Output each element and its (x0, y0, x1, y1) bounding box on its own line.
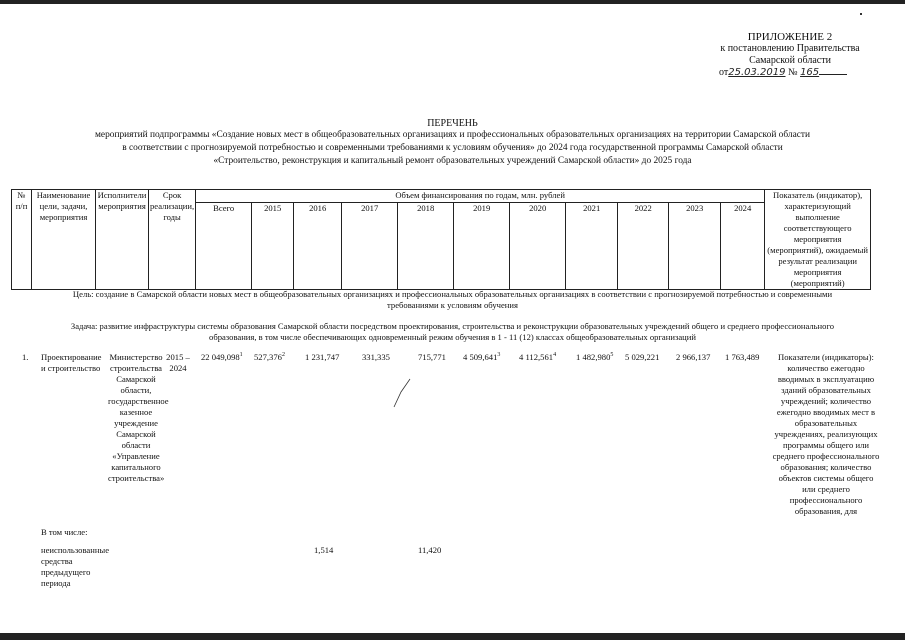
header-term: Срок реализации, годы (149, 190, 196, 290)
row1-num: 1. (22, 352, 29, 362)
header-year-2024: 2024 (721, 202, 765, 289)
row1-2015-value: 527,376 (254, 352, 282, 362)
row1-2021 (576, 352, 613, 363)
header-year-2015: 2015 (252, 202, 294, 289)
row1-2015 (254, 352, 285, 363)
plan-table (11, 189, 871, 290)
row1-indicator: Показатели (индикаторы): количество ежегодно вводимых в эксплуатацию зданий образовательных учреждений; количество ежегодно вводимых мест в образовательных учреждениях, реализующих программы общего или среднего профессионального образования; количество объектов системы общего или среднего профессионального образования, для (772, 352, 880, 516)
scan-dot (860, 13, 862, 15)
header-num: № п/п (12, 190, 32, 290)
row1-2021-value: 1 482,980 (576, 352, 611, 362)
number-prefix: № (788, 67, 798, 78)
header-year-total: Всего (196, 202, 252, 289)
unused-2018: 11,420 (418, 545, 442, 555)
document-title-line3: «Строительство, реконструкция и капитальный ремонт образовательных учреждений Самарской области» до 2025 года (213, 156, 692, 166)
appendix-block (700, 31, 880, 79)
task-line1: Задача: развитие инфраструктуры системы образования Самарской области посредством проектирования, строительства и реконструкции образовательных учреждений общего и среднего профессионального (70, 321, 835, 331)
row1-2015-footnote: 2 (281, 352, 285, 359)
header-year-2023: 2023 (669, 202, 721, 289)
row1-executor: Министерство строительства Самарской области, государственное казенное учреждение Самарской области «Управление капитального строительства» (108, 352, 169, 483)
row1-2020-footnote: 4 (553, 352, 557, 359)
row1-2022: 5 029,221 (625, 352, 660, 362)
document-title-line1: мероприятий подпрограммы «Создание новых мест в общеобразовательных организациях и профессиональных образовательных организациях на территории Самарской области (94, 130, 811, 140)
row1-2019-footnote: 3 (497, 352, 501, 359)
row1-total-footnote: 1 (239, 352, 243, 359)
top-border (0, 0, 905, 4)
row1-total (201, 352, 243, 363)
row1-2019 (463, 352, 500, 363)
date-prefix: от (719, 67, 729, 78)
header-year-2017: 2017 (342, 202, 398, 289)
row1-2017: 331,335 (362, 352, 390, 362)
header-year-2022: 2022 (618, 202, 669, 289)
bottom-border (0, 633, 905, 640)
unused-2016: 1,514 (314, 545, 334, 555)
task-line2: образования, в том числе обеспечивающих одновременный режим обучения в 1 - 11 (12) классах общеобразовательных организаций (209, 332, 696, 342)
header-name: Наименование цели, задачи, мероприятия (32, 190, 96, 290)
goal-line1: Цель: создание в Самарской области новых мест в общеобразовательных организациях и профессиональных образовательных организациях в соответствии с прогнозируемой потребностью и современными (72, 289, 833, 299)
row1-2020 (519, 352, 556, 363)
number-value: 165 (800, 67, 820, 78)
row1-2024: 1 763,489 (725, 352, 760, 362)
row1-2019-value: 4 509,641 (463, 352, 498, 362)
header-finance: Объем финансирования по годам, млн. рублей (196, 190, 765, 203)
header-indicator: Показатель (индикатор), характеризующий выполнение соответствующего мероприятия (мероприятий), ожидаемый результат реализации мероприятия (мероприятий) (765, 190, 871, 290)
appendix-title: ПРИЛОЖЕНИЕ 2 (747, 31, 833, 43)
header-executor: Исполнители мероприятия (96, 190, 149, 290)
row1-2021-footnote: 5 (610, 352, 614, 359)
appendix-date-line (700, 67, 880, 79)
row1-2016: 1 231,747 (305, 352, 340, 362)
appendix-line3: Самарской области (749, 55, 831, 66)
row1-2020-value: 4 112,561 (519, 352, 554, 362)
handwritten-stroke (392, 378, 412, 408)
header-year-2016: 2016 (294, 202, 342, 289)
header-year-2019: 2019 (454, 202, 510, 289)
goal-line2: требованиями к условиям обучения (387, 300, 518, 310)
date-value: 25.03.2019 (728, 67, 786, 78)
row1-2018: 715,771 (418, 352, 446, 362)
header-year-2020: 2020 (510, 202, 566, 289)
row1-total-value: 22 049,098 (201, 352, 240, 362)
unused-name: неиспользованные средства предыдущего периода (41, 545, 110, 588)
header-year-2018: 2018 (398, 202, 454, 289)
document-title-line2: в соответствии с прогнозируемой потребностью и современными требованиями к условиям обучения» до 2024 года государственной программы Самарской области (122, 143, 783, 153)
document-heading: ПЕРЕЧЕНЬ (427, 118, 478, 129)
header-year-2021: 2021 (566, 202, 618, 289)
including-label: В том числе: (41, 527, 88, 537)
appendix-line2: к постановлению Правительства (720, 43, 860, 54)
row1-2023: 2 966,137 (676, 352, 711, 362)
row1-term: 2015 – 2024 (166, 352, 190, 373)
row1-name: Проектирование и строительство (41, 352, 102, 373)
